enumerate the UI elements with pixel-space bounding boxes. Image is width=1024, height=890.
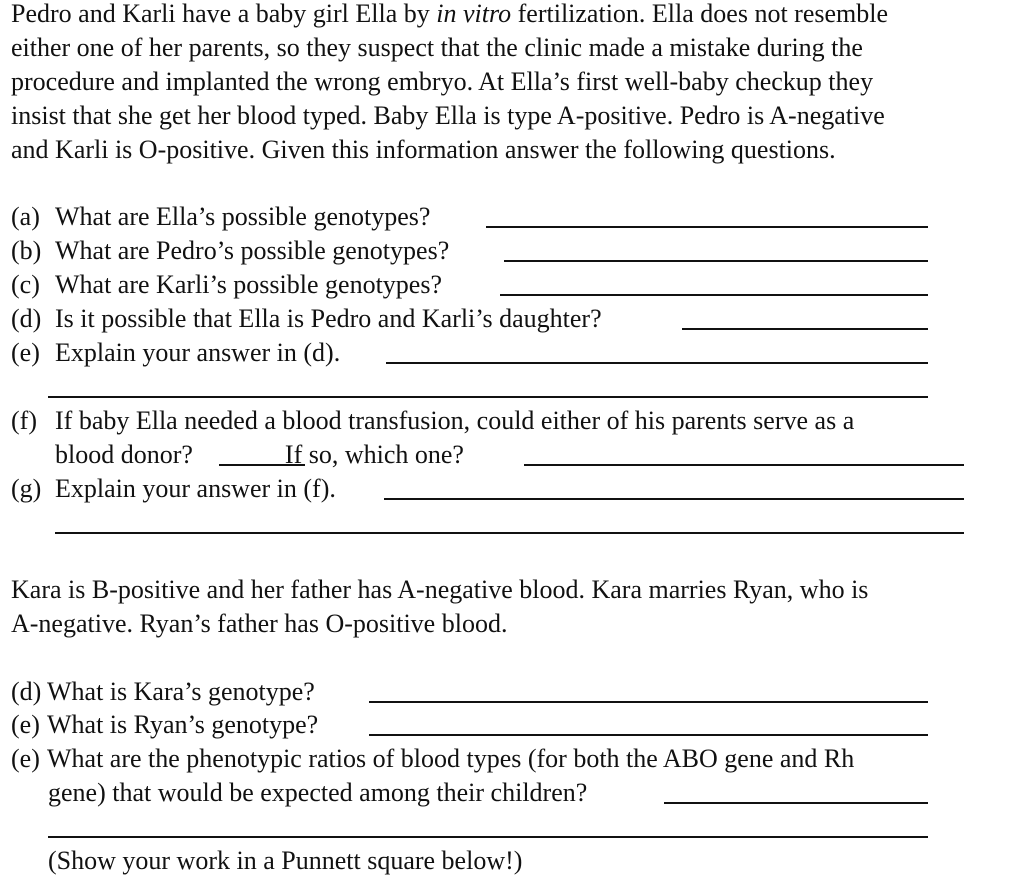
answer-blank-2e2-continued[interactable] — [48, 836, 928, 838]
question-f-text: If baby Ella needed a blood transfusion, could either of his parents serve as a — [55, 406, 855, 435]
question-g-text: Explain your answer in (f). — [55, 474, 336, 503]
intro-line-1 — [11, 0, 888, 31]
question-a-label: (a) — [11, 202, 40, 231]
question-a-text: What are Ella’s possible genotypes? — [55, 202, 431, 231]
answer-blank-2e2[interactable] — [664, 802, 928, 804]
question-g-label: (g) — [11, 474, 42, 503]
answer-blank-a[interactable] — [486, 226, 928, 228]
question-2e2-line-1 — [11, 742, 854, 776]
question-f-donor-text: blood donor? — [55, 440, 193, 469]
question-2d — [11, 675, 315, 709]
intro-line-3: procedure and implanted the wrong embryo. At Ella’s first well-baby checkup they — [11, 67, 874, 96]
answer-blank-d[interactable] — [682, 328, 928, 330]
question-f-line-2 — [55, 438, 464, 472]
answer-blank-f-donor[interactable] — [219, 464, 305, 466]
question-b — [11, 234, 449, 268]
answer-blank-c[interactable] — [500, 294, 928, 296]
question-c-label: (c) — [11, 270, 40, 299]
answer-blank-f-which[interactable] — [524, 464, 964, 466]
question-g — [11, 472, 336, 506]
answer-blank-2d[interactable] — [369, 701, 928, 703]
intro-line-5: and Karli is O-positive. Given this information answer the following questions. — [11, 135, 836, 164]
question-2d-label: (d) — [11, 677, 42, 706]
question-2e2-label: (e) — [11, 744, 40, 773]
question-2e2-text: What are the phenotypic ratios of blood types (for both the ABO gene and Rh — [47, 744, 855, 773]
answer-blank-2e1[interactable] — [369, 734, 928, 736]
question-2e1 — [11, 708, 318, 742]
question-a — [11, 200, 430, 234]
question-f-label: (f) — [11, 406, 37, 435]
question-e-label: (e) — [11, 338, 40, 367]
punnett-instruction: (Show your work in a Punnett square below!) — [48, 846, 523, 875]
question-d-text: Is it possible that Ella is Pedro and Karli’s daughter? — [55, 304, 602, 333]
question-2e2-line-2: gene) that would be expected among their children? — [48, 778, 588, 807]
question-2d-text: What is Kara’s genotype? — [47, 677, 315, 706]
question-f-line-1 — [11, 404, 854, 438]
question-f-which-text: If so, which one? — [284, 440, 464, 469]
intro-italic-term: in vitro — [436, 0, 512, 28]
answer-blank-b[interactable] — [504, 260, 928, 262]
intro-line-1-pre: Pedro and Karli have a baby girl Ella by — [11, 0, 437, 28]
intro2-line-2: A-negative. Ryan’s father has O-positive blood. — [11, 609, 508, 638]
answer-blank-e-continued[interactable] — [48, 396, 928, 398]
answer-blank-g-continued[interactable] — [55, 532, 964, 534]
intro-line-4: insist that she get her blood typed. Baby Ella is type A-positive. Pedro is A-negative — [11, 101, 885, 130]
intro2-line-1: Kara is B-positive and her father has A-negative blood. Kara marries Ryan, who is — [11, 575, 869, 604]
question-b-text: What are Pedro’s possible genotypes? — [55, 236, 450, 265]
question-c-text: What are Karli’s possible genotypes? — [55, 270, 442, 299]
question-2e1-text: What is Ryan’s genotype? — [47, 710, 319, 739]
intro-line-1-post: fertilization. Ella does not resemble — [511, 0, 889, 28]
question-d — [11, 302, 602, 336]
question-c — [11, 268, 442, 302]
question-e — [11, 336, 340, 370]
question-d-label: (d) — [11, 304, 42, 333]
question-e-text: Explain your answer in (d). — [55, 338, 341, 367]
intro-line-2: either one of her parents, so they suspect that the clinic made a mistake during the — [11, 33, 863, 62]
question-2e1-label: (e) — [11, 710, 40, 739]
answer-blank-e[interactable] — [386, 362, 928, 364]
answer-blank-g[interactable] — [384, 498, 964, 500]
question-b-label: (b) — [11, 236, 42, 265]
